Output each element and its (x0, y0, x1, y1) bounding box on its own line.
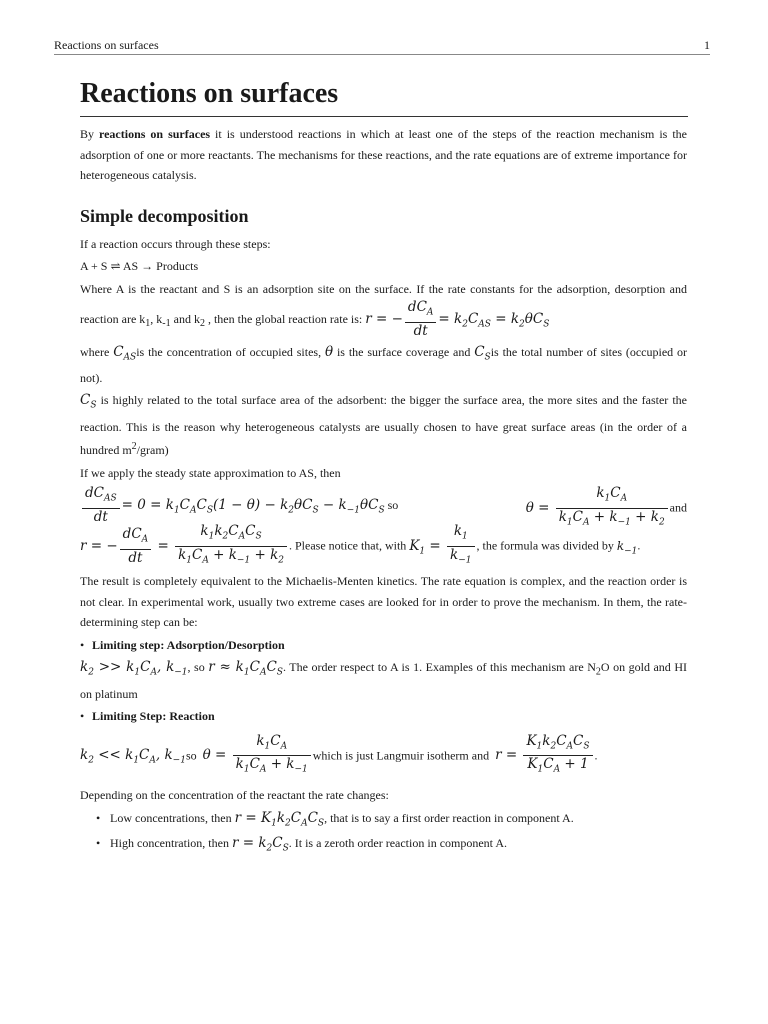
paragraph-michaelis: The result is completely equivalent to the Michaelis-Menten kinetics. The rate equation is complex, and the reaction order is not clear. In experimental work, usually two extreme cases are looked for in order to prove the mechanism. In them, the rate-determining step can be: (80, 574, 687, 630)
global-rate-equation: r = − $\frac{dC_A}{dt}$ = $k_2C_{AS} = k_2\theta C_S$ (365, 299, 550, 339)
coverage-equation: θ = $\frac{k_1C_A}{k_1C_A + k_{-1} + k_2}$ (526, 500, 670, 516)
running-title: Reactions on surfaces (54, 38, 159, 52)
article-body (80, 124, 687, 859)
paragraph-definitions: where $C_{AS}is$ the concentration of occupied sites, θ is the surface coverage and $C_Sis$ the total number of sites (occupied or not). (80, 343, 688, 385)
intro-paragraph: By reactions on surfaces it is understood reactions in which at least one of the steps of the reaction mechanism is the adsorption of one or more reactants. The mechanisms for these reactions, and the rate equations are of extreme importance for heterogeneous catalysis. (80, 127, 688, 182)
paragraph-steps: If a reaction occurs through these steps: (80, 236, 271, 251)
case-reaction-label: • Limiting Step: Reaction (80, 706, 687, 727)
paragraph-concentration: Depending on the concentration of the reactant the rate changes: (80, 788, 389, 802)
steady-state-equation: $\frac{dC_{AS}}{dt}$ = $0 = k_1C_AC_S(1 - \theta) - k_2\theta C_S - k_{-1}\theta C_S$ (80, 497, 385, 513)
paragraph-rate-constants: Where A is the reactant and S is an adsorption site on the surface. If the rate constants for the adsorption, desorption and reaction are $k_1$, $k_{-1}$ and $k_2$ , then the global reaction rate is: r = − $\frac{dC_A}{dt}$ = $k_2C_{AS} = k_2\theta C_S$ (80, 281, 687, 339)
list-item: • High concentration, then $r = k_2C_S$. It is a zeroth order reaction in component A. (110, 833, 687, 859)
paragraph-case-reaction: $k_2 << k_1C_A$, $k_{-1}so$ θ = $\frac{k_1C_A}{k_1C_A + k_{-1}}$ which is just Langmuir isotherm and r = $\frac{K_1k_2C_AC_S}{K_1C_A + 1}$ . (80, 732, 598, 775)
paragraph-case-adsorption: $k_2 >> k_1C_A$, $k_{-1}$, so $r \approx k_1C_AC_S$. The order respect to A is 1. Examples of this mechanism are $N_2O$ on gold and HI on platinum (80, 659, 687, 701)
reaction-scheme: A + S ⇌ AS → Products (80, 259, 199, 273)
paragraph-rate-form: r = − $\frac{dC_A}{dt}$ = $\frac{k_1k_2C_AC_S}{k_1C_A + k_{-1} + k_2}$ . Please notice that, with $K_1$ = $\frac{k_1}{k_{-1}}$ , the formula was divided by $k_{-1}$. (80, 523, 641, 566)
page-title: Reactions on surfaces (80, 78, 688, 117)
paragraph-steady-state: If we apply the steady state approximation to AS, then (80, 465, 341, 480)
rate-equation: r = − $\frac{dC_A}{dt}$ = $\frac{k_1k_2C_AC_S}{k_1C_A + k_{-1} + k_2}$ (80, 538, 289, 554)
key-term: reactions on surfaces (99, 127, 211, 141)
steady-state-row: $\frac{dC_{AS}}{dt}$ = $0 = k_1C_AC_S(1 - \theta) - k_2\theta C_S - k_{-1}\theta C_S$ so θ = $\frac{k_1C_A}{k_1C_A + k_{-1} + k_2}$ and (80, 485, 687, 525)
list-item: • Low concentrations, then $r = K_1k_2C_AC_S$, that is to say a first order reaction in component A. (110, 808, 687, 834)
section-heading: Simple decomposition (80, 205, 249, 226)
running-header (54, 38, 710, 55)
case-adsorption-label: • Limiting step: Adsorption/Desorption (80, 635, 687, 656)
concentration-list (80, 808, 687, 859)
paragraph-surface-area: $C_S$ is highly related to the total surface area of the adsorbent: the bigger the surface area, the more sites and the faster the reaction. This is the reason why heterogeneous catalysts are usually chosen to have great surface areas (in the order of a hundred $m^2/gram$) (80, 392, 687, 458)
page-number: 1 (704, 38, 710, 52)
